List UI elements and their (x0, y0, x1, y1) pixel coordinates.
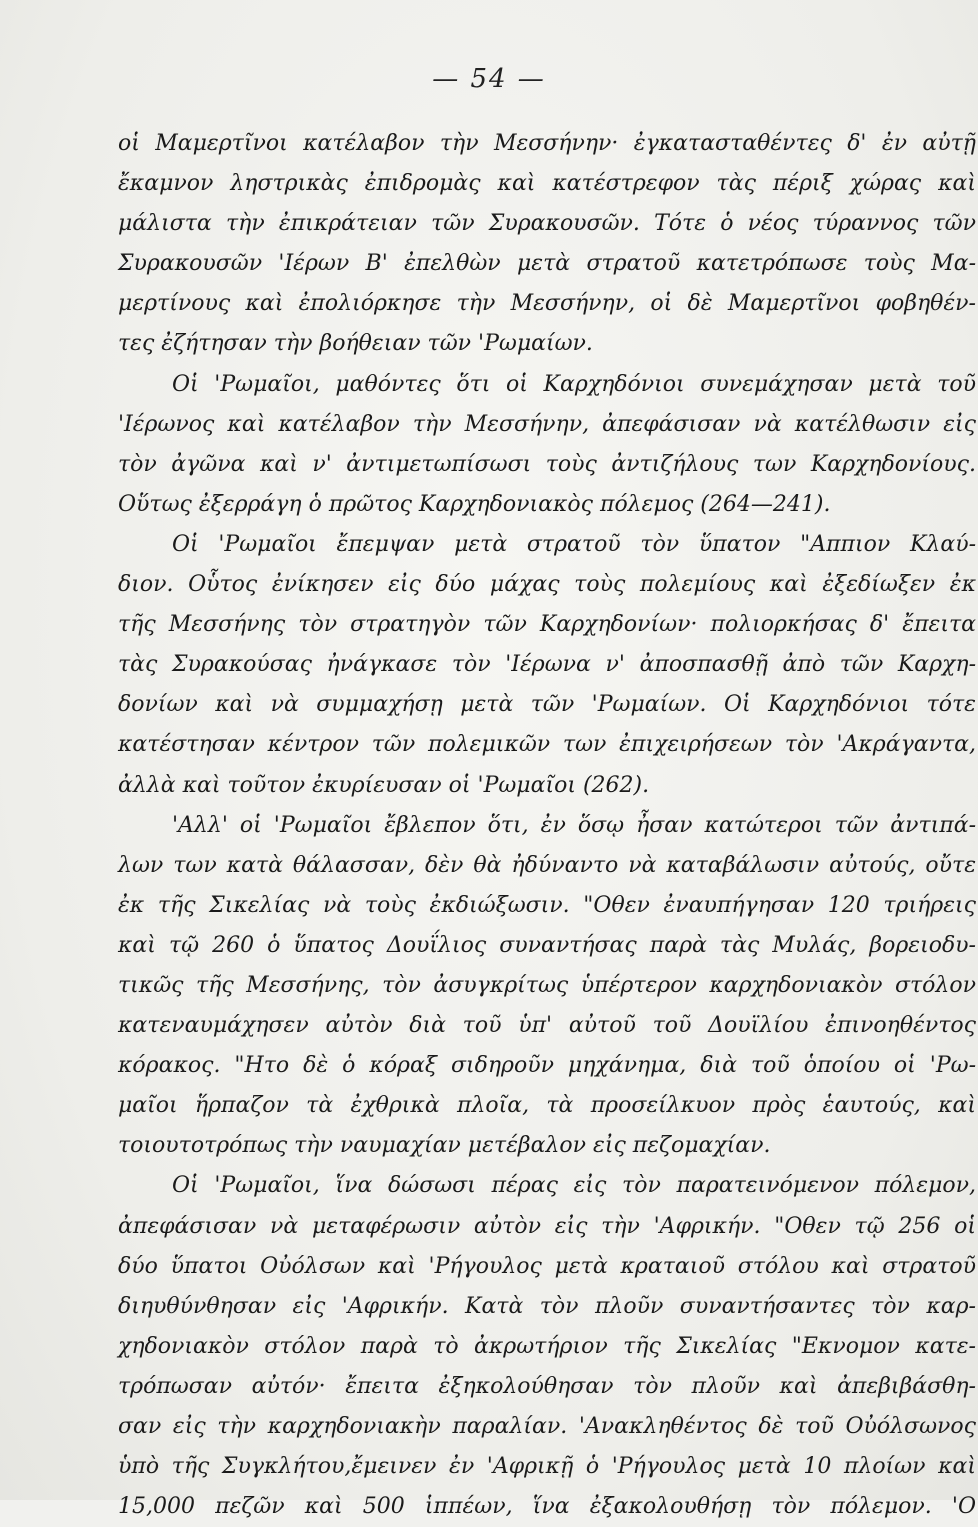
text-line: δονίων καὶ νὰ συμμαχήσῃ μετὰ τῶν 'Ρωμαίων. Οἱ Καρχηδόνιοι τότε (118, 692, 976, 718)
text-line: 'Ιέρωνος καὶ κατέλαβον τὴν Μεσσήνην, ἀπεφάσισαν νὰ κατέλθωσιν εἰς (118, 411, 976, 437)
text-line: κατέστησαν κέντρον τῶν πολεμικῶν των ἐπιχειρήσεων τὸν 'Ακράγαντα, (118, 732, 976, 758)
text-line: διον. Οὗτος ἐνίκησεν εἰς δύο μάχας τοὺς πολεμίους καὶ ἐξεδίωξεν ἐκ (118, 572, 976, 598)
text-line: δύο ὕπατοι Οὐόλσων καὶ 'Ρήγουλος μετὰ κραταιοῦ στόλου καὶ στρατοῦ (118, 1253, 976, 1279)
text-line: 'Αλλ' οἱ 'Ρωμαῖοι ἔβλεπον ὅτι, ἐν ὅσῳ ἦσαν κατώτεροι τῶν ἀντιπά- (172, 812, 976, 838)
text-line: τες ἐζήτησαν τὴν βοήθειαν τῶν 'Ρωμαίων. (118, 331, 593, 357)
text-line: κατεναυμάχησεν αὐτὸν διὰ τοῦ ὑπ' αὐτοῦ τοῦ Δουϊλίου ἐπινοηθέντος (118, 1013, 976, 1039)
text-line: τὰς Συρακούσας ἠνάγκασε τὸν 'Ιέρωνα ν' ἀποσπασθῇ ἀπὸ τῶν Καρχη- (118, 652, 976, 678)
text-line: ἔκαμνον ληστρικὰς ἐπιδρομὰς καὶ κατέστρεφον τὰς πέριξ χώρας καὶ (118, 171, 976, 197)
text-line: ἀπεφάσισαν νὰ μεταφέρωσιν αὐτὸν εἰς τὴν 'Αφρικήν. "Οθεν τῷ 256 οἱ (118, 1213, 976, 1239)
text-line: ὑπὸ τῆς Συγκλήτου,ἔμεινεν ἐν 'Αφρικῇ ὁ 'Ρήγουλος μετὰ 10 πλοίων καὶ (118, 1454, 976, 1480)
text-line: τὸν ἀγῶνα καὶ ν' ἀντιμετωπίσωσι τοὺς ἀντιζήλους των Καρχηδονίους. (118, 451, 976, 477)
text-line: τρόπωσαν αὐτόν· ἔπειτα ἐξηκολούθησαν τὸν πλοῦν καὶ ἀπεβιβάσθη- (118, 1373, 976, 1399)
text-line: διηυθύνθησαν εἰς 'Αφρικήν. Κατὰ τὸν πλοῦν συναντήσαντες τὸν καρ- (118, 1293, 976, 1319)
text-line: Οἱ 'Ρωμαῖοι, ἵνα δώσωσι πέρας εἰς τὸν παρατεινόμενον πόλεμον, (172, 1173, 976, 1199)
text-line: Οἱ 'Ρωμαῖοι ἔπεμψαν μετὰ στρατοῦ τὸν ὕπατον "Αππιον Κλαύ- (172, 531, 976, 557)
text-line: καὶ τῷ 260 ὁ ὕπατος Δουΐλιος συναντήσας παρὰ τὰς Μυλάς, βορειοδυ- (118, 932, 976, 958)
text-line: λων των κατὰ θάλασσαν, δὲν θὰ ἠδύναντο νὰ καταβάλωσιν αὐτούς, οὔτε (118, 852, 976, 878)
text-line: Οἱ 'Ρωμαῖοι, μαθόντες ὅτι οἱ Καρχηδόνιοι συνεμάχησαν μετὰ τοῦ (172, 371, 976, 397)
text-line: χηδονιακὸν στόλον παρὰ τὸ ἀκρωτήριον τῆς Σικελίας "Εκνομον κατε- (118, 1333, 976, 1359)
page-number: — 54 — (432, 64, 546, 94)
text-line: Οὕτως ἐξερράγη ὁ πρῶτος Καρχηδονιακὸς πόλεμος (264—241). (118, 491, 831, 517)
text-line: τικῶς τῆς Μεσσήνης, τὸν ἀσυγκρίτως ὑπέρτερον καρχηδονιακὸν στόλον (118, 972, 976, 998)
text-line: τῆς Μεσσήνης τὸν στρατηγὸν τῶν Καρχηδονίων· πολιορκήσας δ' ἔπειτα (118, 612, 976, 638)
text-line: Συρακουσῶν 'Ιέρων Β' ἐπελθὼν μετὰ στρατοῦ κατετρόπωσε τοὺς Μα- (118, 251, 976, 277)
text-line: 15,000 πεζῶν καὶ 500 ἱππέων, ἵνα ἐξακολουθήσῃ τὸν πόλεμον. 'Ο (118, 1494, 976, 1520)
text-line: ἐκ τῆς Σικελίας νὰ τοὺς ἐκδιώξωσιν. "Οθεν ἐναυπήγησαν 120 τριήρεις (118, 892, 976, 918)
text-line: μερτίνους καὶ ἐπολιόρκησε τὴν Μεσσήνην, οἱ δὲ Μαμερτῖνοι φοβηθέν- (118, 291, 976, 317)
body-text (118, 124, 976, 1527)
text-line: σαν εἰς τὴν καρχηδονιακὴν παραλίαν. 'Ανακληθέντος δὲ τοῦ Οὐόλσωνος (118, 1414, 976, 1439)
text-line: ἀλλὰ καὶ τοῦτον ἐκυρίευσαν οἱ 'Ρωμαῖοι (262). (118, 772, 650, 798)
text-line: τοιουτοτρόπως τὴν ναυμαχίαν μετέβαλον εἰς πεζομαχίαν. (118, 1133, 771, 1159)
text-line: οἱ Μαμερτῖνοι κατέλαβον τὴν Μεσσήνην· ἐγκατασταθέντες δ' ἐν αὐτῇ (118, 131, 976, 156)
text-line: κόρακος. "Ητο δὲ ὁ κόραξ σιδηροῦν μηχάνημα, διὰ τοῦ ὁποίου οἱ 'Ρω- (118, 1053, 976, 1079)
text-line: μαῖοι ἥρπαζον τὰ ἐχθρικὰ πλοῖα, τὰ προσείλκυον πρὸς ἑαυτούς, καὶ (118, 1093, 976, 1119)
text-line: μάλιστα τὴν ἐπικράτειαν τῶν Συρακουσῶν. Τότε ὁ νέος τύραννος τῶν (118, 211, 976, 237)
